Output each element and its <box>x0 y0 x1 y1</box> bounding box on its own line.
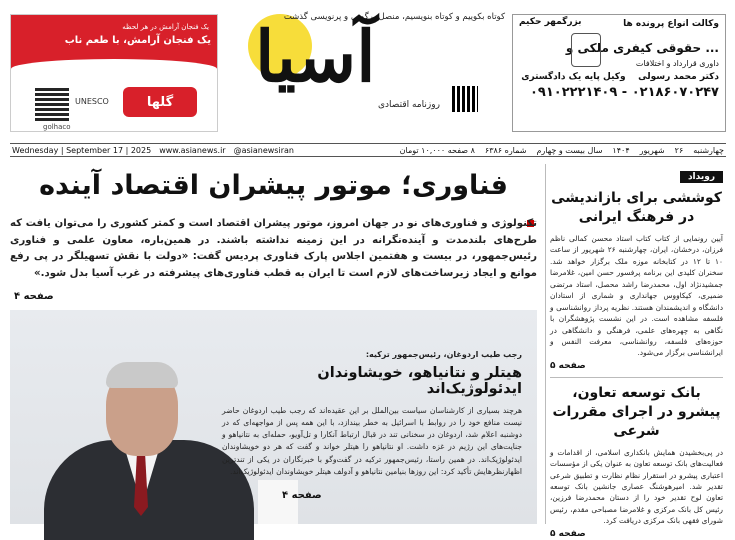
info-bar-left <box>12 146 294 155</box>
info-bar-right <box>400 146 724 155</box>
scales-icon <box>571 33 601 67</box>
photo-story-title[interactable]: هیتلر و نتانیاهو، خویشاوندان ایدئولوژیک‌اند <box>317 365 522 397</box>
month: شهریور <box>639 145 665 155</box>
ad-title: حقوقی کیفری ملکی و ... <box>565 41 719 55</box>
sidebar-story2-title[interactable]: بانک توسعه تعاون، پیشرو در اجرای مقررات شرعی <box>552 384 721 439</box>
website-link[interactable]: www.asianews.ir <box>159 145 226 155</box>
sidebar-story2-page: صفحه ۵ <box>550 528 586 539</box>
ad-line1: وکالت انواع پرونده ها <box>623 19 719 29</box>
unesco-logo: UNESCO <box>75 97 109 106</box>
ad-left[interactable] <box>10 14 218 132</box>
divider <box>550 377 723 378</box>
sidebar-story1-page: صفحه ۵ <box>550 360 586 371</box>
pages-price: ۸ صفحه ۱۰,۰۰۰ تومان <box>399 145 475 155</box>
main-page-ref: صفحه ۴ <box>14 291 54 302</box>
issue-number: شماره ۶۳۸۶ <box>484 145 527 155</box>
masthead-subtitle: روزنامه اقتصادی <box>378 100 440 110</box>
ad-line3: داوری قرارداد و اختلافات <box>635 59 719 68</box>
photo-podium <box>258 480 298 524</box>
photo-story-kicker: رجب طیب اردوغان، رئیس‌جمهور ترکیه: <box>365 350 522 359</box>
masthead-slogan: کوتاه بکوییم و کوتاه بنویسیم، منصل پرگویی و پرنویسی گذشت <box>283 12 505 22</box>
instagram-handle[interactable]: @asianewsiran <box>233 145 294 155</box>
photo-story-body: هرچند بسیاری از کارشناسان سیاست بین‌الملل بر این عقیده‌اند که رجب طیب اردوغان حاضر نیست منافع خود را در روابط با اسرائیل به خطر بیندازد، با این همه پس از مواجهه‌ای که در دوشنبه اعلام شد، اردوغان در سخنانی تند در قبال ارتباط آنکارا و تل‌آویو، حمله‌ای به نتانیاهو و جنایت‌های این رژیم در غزه داشت. او نتانیاهو را هیتلر خواند و گفت که هر دو خویشاوندان ایدئولوژیک‌اند. در همین راستا، رئیس‌جمهور ترکیه در گفت‌وگو با خبرنگاران در یکی از تندترین اظهارنظرهایش تأکید کرد: این روزها بنیامین نتانیاهو و آدولف هیتلر خویشاوندان ایدئولوژیک‌اند. <box>222 406 522 476</box>
day: ۲۶ <box>674 145 684 155</box>
main-headline[interactable]: فناوری؛ موتور پیشران اقتصاد آینده <box>39 170 508 201</box>
ad-site: golhaco <box>43 123 71 131</box>
volume: سال بیست و چهارم <box>536 145 603 155</box>
weekday: چهارشنبه <box>693 145 724 155</box>
ad-tagline: یک فنجان آرامش، با طعم ناب <box>64 35 211 46</box>
photo-story-page-ref: صفحه ۴ <box>282 490 322 501</box>
ad-subtext: یک فنجان آرامش در هر لحظه <box>122 23 209 31</box>
year: ۱۴۰۴ <box>612 145 630 155</box>
sidebar-story1-body: آیین رونمایی از کتاب کتاب استاد محسن کمالی ناظم فرزان، درخشان، ایران، چهارشنبه ۲۶ شهریور از ساعت ۱۰ تا ۱۲ در کتابخانه موزه ملک برگزار خواهد شد. سخنران کلیدی این برنامه پرفسور حسن امین، غلامرضا جمشیدنژاد اول، محمدرضا راشد محصل، استاد مرتضی ضمیری، کیکاووس جهانداری و شماری از استادان دانشگاه و اندیشمندان هستند. نظریه پرداز روانشناسی و فلسفه مشاهده است. در این نشست پژوهشگران با نگاهی به چهره‌های علمی، فرهنگی و دانشگاهی در حوزه‌های فلسفه، روانشناسی، معرفت النفس و ایرانشناسی برگزار می‌شود. <box>550 233 724 358</box>
section-tag: رویداد <box>680 171 723 183</box>
brand-logo: گلها <box>123 87 197 117</box>
main-lede: تکنولوژی و فناوری‌های نو در جهان امروز، موتور پیشران اقتصاد است و کمتر کشوری را می‌توان یافت که طرح‌های بلندمدت و آینده‌نگرانه در این زمینه نداشته باشند. در همین‌باره، معاون علمی و فناوری رئیس‌جمهور، در بیست و هفتمین اجلاس پارک فناوری پردیس گفت: «دولت با نقش تسهیلگر در پی رفع موانع و ایجاد زیرساخت‌های لازم است تا ایران به قطب فناوری‌های پیشرفته در غرب آسیا بدل شود.» <box>10 218 537 279</box>
ad-right[interactable] <box>512 14 726 132</box>
masthead-title: آسیا <box>255 15 376 98</box>
masthead-qr-icon <box>452 86 478 112</box>
sidebar <box>545 164 727 539</box>
qr-code-icon <box>35 87 69 121</box>
date-en: Wednesday | September 17 | 2025 <box>12 145 152 155</box>
photo-hair <box>106 362 178 388</box>
lawyer-name: دکتر محمد رسولی <box>638 72 719 82</box>
law-firm-name: بزرگمهر حکیم <box>519 17 582 27</box>
sidebar-story2-body: در پی‌بخشیدن همایش بانکداری اسلامی، از اقدامات و فعالیت‌های بانک توسعه تعاون به عنوان یکی از مؤسسات اعتباری پیشرو در استقرار نظام نظارت و تطبیق شرعی تقدیر شد. امیرهوشنگ عصاری جانشین بانک توسعه تعاون لوح تقدیر خود را از دستان محمدرضا فرزین، رئیس کل بانک مرکزی و غلامرضا مصباحی مقدم، رئیس شورای فقهی بانک مرکزی دریافت کرد. <box>550 447 723 526</box>
ad-lawyer <box>519 72 719 82</box>
info-bar <box>10 143 726 157</box>
ad-wave <box>11 59 217 79</box>
photo-story <box>222 350 522 478</box>
ad-phones: ۰۹۱۰۲۲۲۱۴۰۹ - ۰۲۱۸۶۰۷۰۲۴۷ <box>529 85 719 100</box>
sidebar-story1-title[interactable]: کوششی برای بازاندیشی در فرهنگ ایرانی <box>551 190 722 225</box>
lawyer-rank: وکیل پایه یک دادگستری <box>521 72 626 82</box>
